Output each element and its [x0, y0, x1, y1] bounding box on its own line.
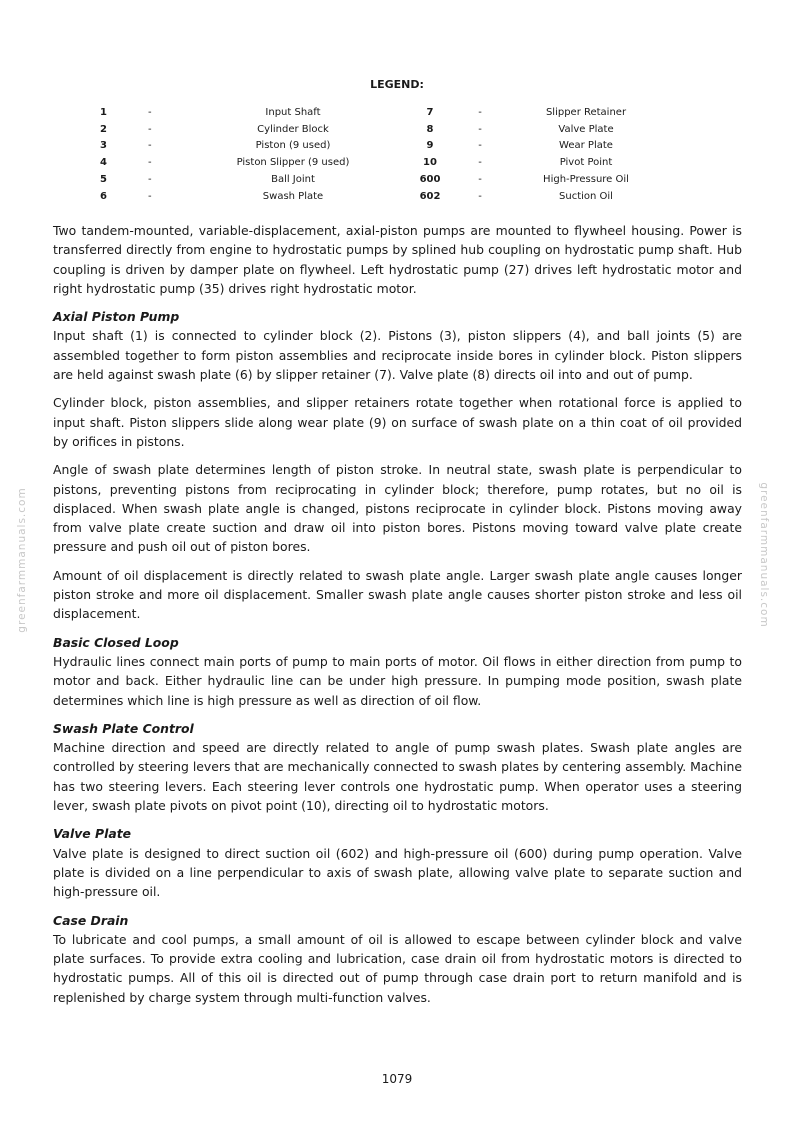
section-heading: Case Drain	[53, 912, 129, 928]
legend-table	[100, 104, 670, 205]
legend-dash: -	[148, 123, 152, 135]
legend-dash: -	[478, 157, 482, 169]
legend-number: 8	[426, 123, 434, 135]
page-number: 1079	[381, 1072, 413, 1086]
legend-number: 1	[100, 106, 107, 118]
legend-label: Pivot Point	[559, 157, 613, 169]
watermark-left: greenfarmmanuals.com	[16, 487, 28, 633]
legend-dash: -	[148, 190, 152, 202]
legend-label: Wear Plate	[559, 140, 613, 152]
legend-dash: -	[478, 190, 482, 202]
legend-dash: -	[478, 123, 482, 135]
legend-dash: -	[478, 106, 482, 118]
legend-dash: -	[148, 140, 152, 152]
legend-number: 6	[100, 190, 107, 202]
legend-dash: -	[148, 174, 152, 186]
intro-paragraph: Two tandem-mounted, variable-displacement, axial-piston pumps are mounted to flywheel housing. Power is transferred directly from engine to hydrostatic pumps by splined hub coupling on hydrostatic pump shaft. Hub coupling is driven by damper plate on flywheel. Left hydrostatic pump (27) drives left hydrostatic motor and right hydrostatic pump (35) drives right hydrostatic motor.	[53, 223, 742, 296]
legend-number: 5	[100, 174, 107, 186]
section-heading: Valve Plate	[53, 826, 132, 842]
legend-dash: -	[478, 140, 482, 152]
legend-row	[100, 121, 670, 138]
legend-row	[100, 154, 670, 171]
section-heading: Basic Closed Loop	[53, 634, 179, 650]
legend-dash: -	[478, 174, 482, 186]
legend-label: High-Pressure Oil	[543, 174, 629, 186]
body-paragraph: Cylinder block, piston assemblies, and slipper retainers rotate together when rotational force is applied to input shaft. Piston slippers slide along wear plate (9) on surface of swash plate on a thin coat of oil provided by orifices in pistons.	[53, 395, 742, 449]
legend-label: Piston Slipper (9 used)	[236, 157, 350, 169]
watermark-right: greenfarmmanuals.com	[758, 482, 770, 628]
legend-number: 4	[100, 157, 107, 169]
legend-label: Suction Oil	[559, 190, 613, 202]
legend-number: 9	[426, 140, 434, 152]
section-heading: Swash Plate Control	[53, 720, 194, 736]
legend-number: 2	[100, 123, 107, 135]
legend-row	[100, 171, 670, 188]
legend-row	[100, 188, 670, 205]
document-body	[53, 221, 742, 1016]
legend-label: Input Shaft	[265, 106, 321, 118]
legend-label: Slipper Retainer	[545, 106, 627, 118]
legend-label: Ball Joint	[271, 174, 315, 186]
body-paragraph: Valve plate is designed to direct suction oil (602) and high-pressure oil (600) during pump operation. Valve plate is divided on a line perpendicular to axis of swash plate, allowing valve plate to separate suction and high-pressure oil.	[53, 845, 742, 900]
legend-dash: -	[148, 106, 152, 118]
body-paragraph: Input shaft (1) is connected to cylinder block (2). Pistons (3), piston slippers (4), and ball joints (5) are assembled together to form piston assemblies and reciprocate inside bores in cylinder block. Piston slippers are held against swash plate (6) by slipper retainer (7). Valve plate (8) directs oil into and out of pump.	[53, 328, 742, 383]
legend-number: 10	[423, 157, 437, 169]
legend-label: Swash Plate	[262, 190, 324, 202]
legend-title: LEGEND:	[370, 78, 424, 91]
legend-number: 7	[426, 106, 434, 118]
section-heading: Axial Piston Pump	[53, 309, 180, 325]
legend-label: Piston (9 used)	[255, 140, 331, 152]
body-paragraph: Angle of swash plate determines length of piston stroke. In neutral state, swash plate is perpendicular to pistons, preventing pistons from reciprocating in cylinder block; therefore, pump rotates, but no oil is displaced. When swash plate angle is changed, pistons reciprocate in cylinder block. Pistons moving away from valve plate create suction and draw oil into piston bores. Pistons moving toward valve plate create pressure and push oil out of piston bores.	[53, 462, 742, 555]
body-paragraph: Amount of oil displacement is directly related to swash plate angle. Larger swash plate angle causes longer piston stroke and more oil displacement. Smaller swash plate angle causes shorter piston stroke and less oil displacement.	[53, 567, 742, 622]
legend-number: 602	[419, 190, 441, 202]
legend-number: 3	[100, 140, 107, 152]
legend-label: Cylinder Block	[257, 123, 329, 135]
legend-dash: -	[148, 157, 152, 169]
body-paragraph: To lubricate and cool pumps, a small amount of oil is allowed to escape between cylinder block and valve plate surfaces. To provide extra cooling and lubrication, case drain oil from hydrostatic motors is directed to hydrostatic pumps. All of this oil is directed out of pump through case drain port to return manifold and is replenished by charge system through multi-function valves.	[53, 931, 742, 1005]
body-paragraph: Machine direction and speed are directly related to angle of pump swash plates. Swash plate angles are controlled by steering levers that are mechanically connected to swash plates by centering assembly. Machine has two steering levers. Each steering lever controls one hydrostatic pump. When operator uses a steering lever, swash plate pivots on pivot point (10), directing oil to hydrostatic motors.	[53, 740, 742, 814]
legend-row	[100, 138, 670, 155]
legend-number: 600	[419, 174, 441, 186]
legend-label: Valve Plate	[558, 123, 614, 135]
body-paragraph: Hydraulic lines connect main ports of pump to main ports of motor. Oil flows in either direction from pump to motor and back. Either hydraulic line can be under high pressure. In pumping mode position, swash plate determines which line is high pressure as well as direction of oil flow.	[53, 653, 742, 708]
legend-row	[100, 104, 670, 121]
